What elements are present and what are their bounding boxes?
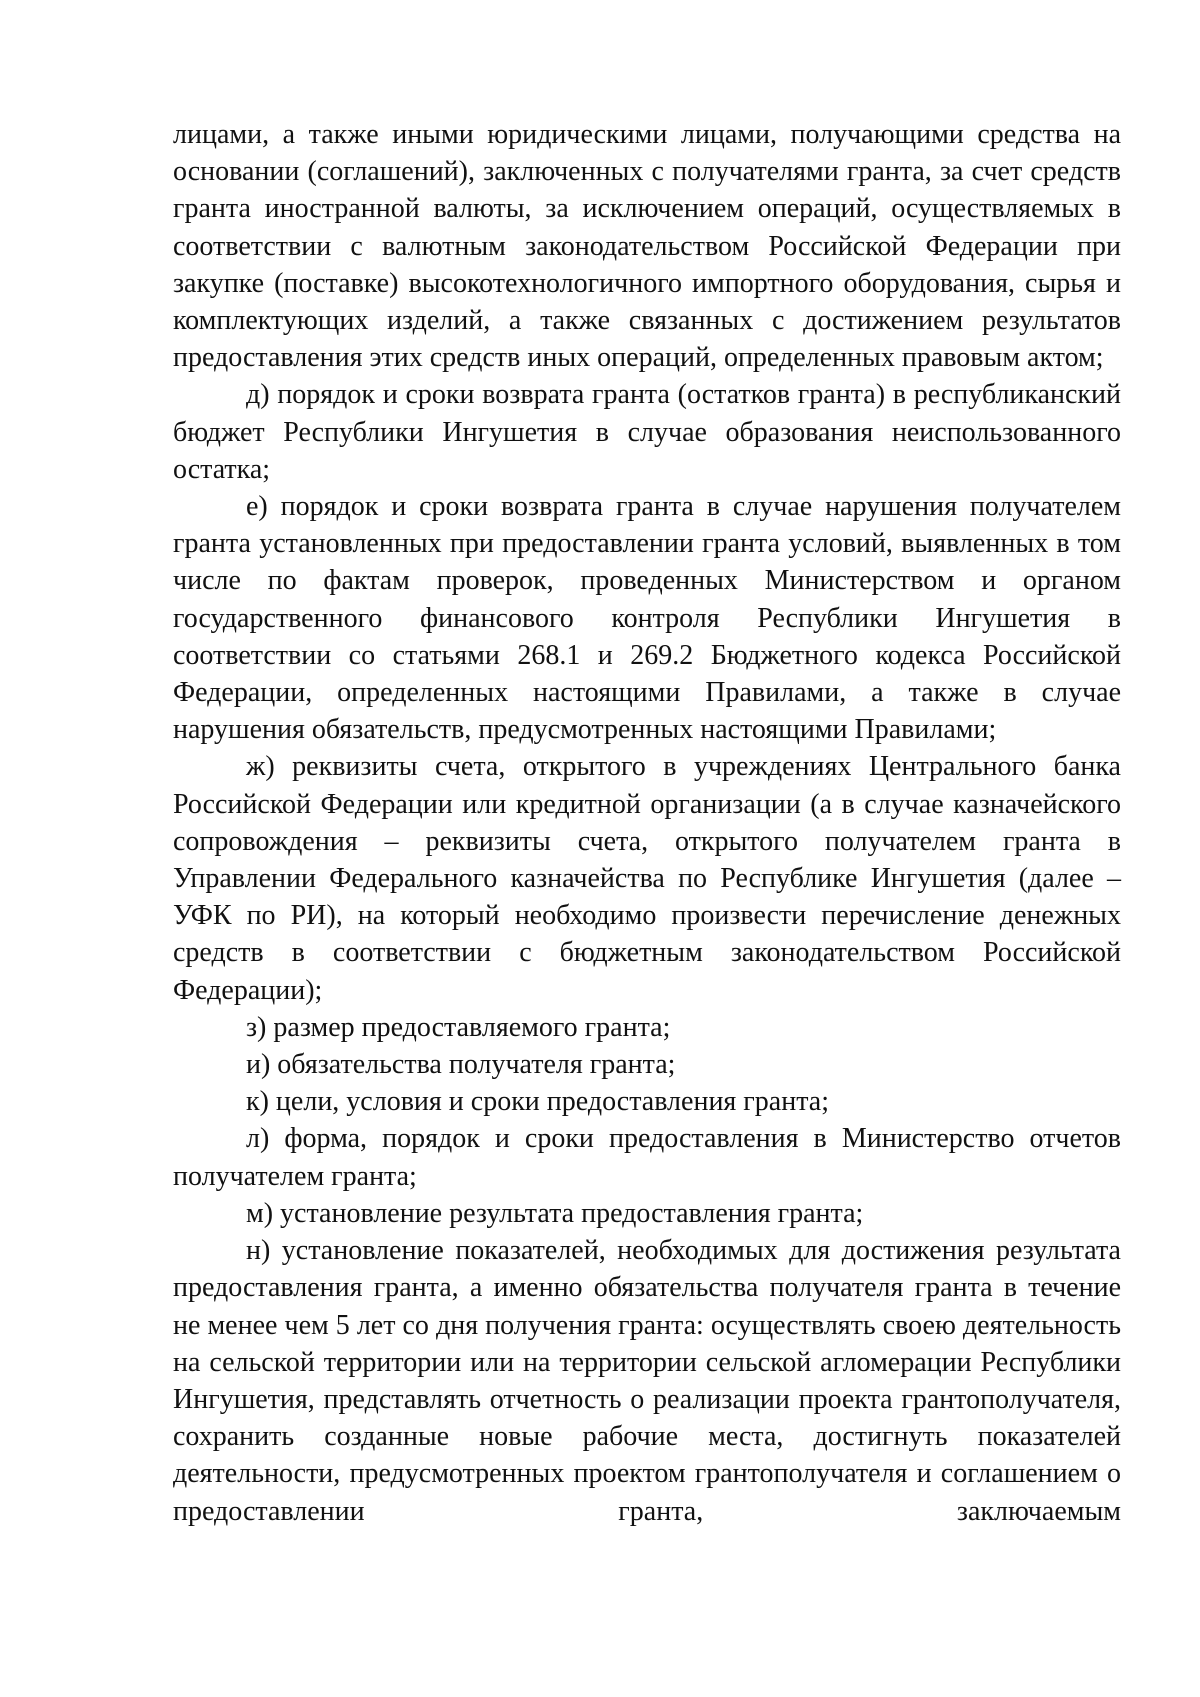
paragraph-item-zh: ж) реквизиты счета, открытого в учреждениях Центрального банка Российской Федерации или кредитной организации (а в случае казначейского сопровождения – реквизиты счета, открытого получателем гранта в Управлении Федерального казначейства по Республике Ингушетия (далее – УФК по РИ), на который необходимо произвести перечисление денежных средств в соответствии с бюджетным законодательством Российской Федерации); <box>173 751 1121 1006</box>
document-page <box>173 116 1121 1530</box>
paragraph-item-k: к) цели, условия и сроки предоставления гранта; <box>246 1086 829 1118</box>
paragraph-item-z: з) размер предоставляемого гранта; <box>246 1011 671 1043</box>
paragraph-item-e: е) порядок и сроки возврата гранта в случае нарушения получателем гранта установленных при предоставлении гранта условий, выявленных в том числе по фактам проверок, проведенных Министерством и органом государственного финансового контроля Республики Ингушетия в соответствии со статьями 268.1 и 269.2 Бюджетного кодекса Российской Федерации, определенных настоящими Правилами, а также в случае нарушения обязательств, предусмотренных настоящими Правилами; <box>173 491 1121 746</box>
paragraph-item-n: н) установление показателей, необходимых для достижения результата предоставления гранта, а именно обязательства получателя гранта в течение не менее чем 5 лет со дня получения гранта: осуществлять своею деятельность на сельской территории или на территории сельской агломерации Республики Ингушетия, представлять отчетность о реализации проекта грантополучателя, сохранить созданные новые рабочие места, достигнуть показателей деятельности, предусмотренных проектом грантополучателя и соглашением о предоставлении гранта, заключаемым <box>173 1235 1121 1527</box>
paragraph-item-m: м) установление результата предоставления гранта; <box>246 1197 864 1229</box>
paragraph-item-l: л) форма, порядок и сроки предоставления в Министерство отчетов получателем гранта; <box>173 1123 1121 1192</box>
paragraph-continuation: лицами, а также иными юридическими лицами, получающими средства на основании (соглашений), заключенных с получателями гранта, за счет средств гранта иностранной валюты, за исключением операций, осуществляемых в соответствии с валютным законодательством Российской Федерации при закупке (поставке) высокотехнологичного импортного оборудования, сырья и комплектующих изделий, а также связанных с достижением результатов предоставления этих средств иных операций, определенных правовым актом; <box>173 119 1121 374</box>
paragraph-item-d: д) порядок и сроки возврата гранта (остатков гранта) в республиканский бюджет Республики Ингушетия в случае образования неиспользованного остатка; <box>173 379 1121 485</box>
paragraph-item-i: и) обязательства получателя гранта; <box>246 1049 676 1081</box>
